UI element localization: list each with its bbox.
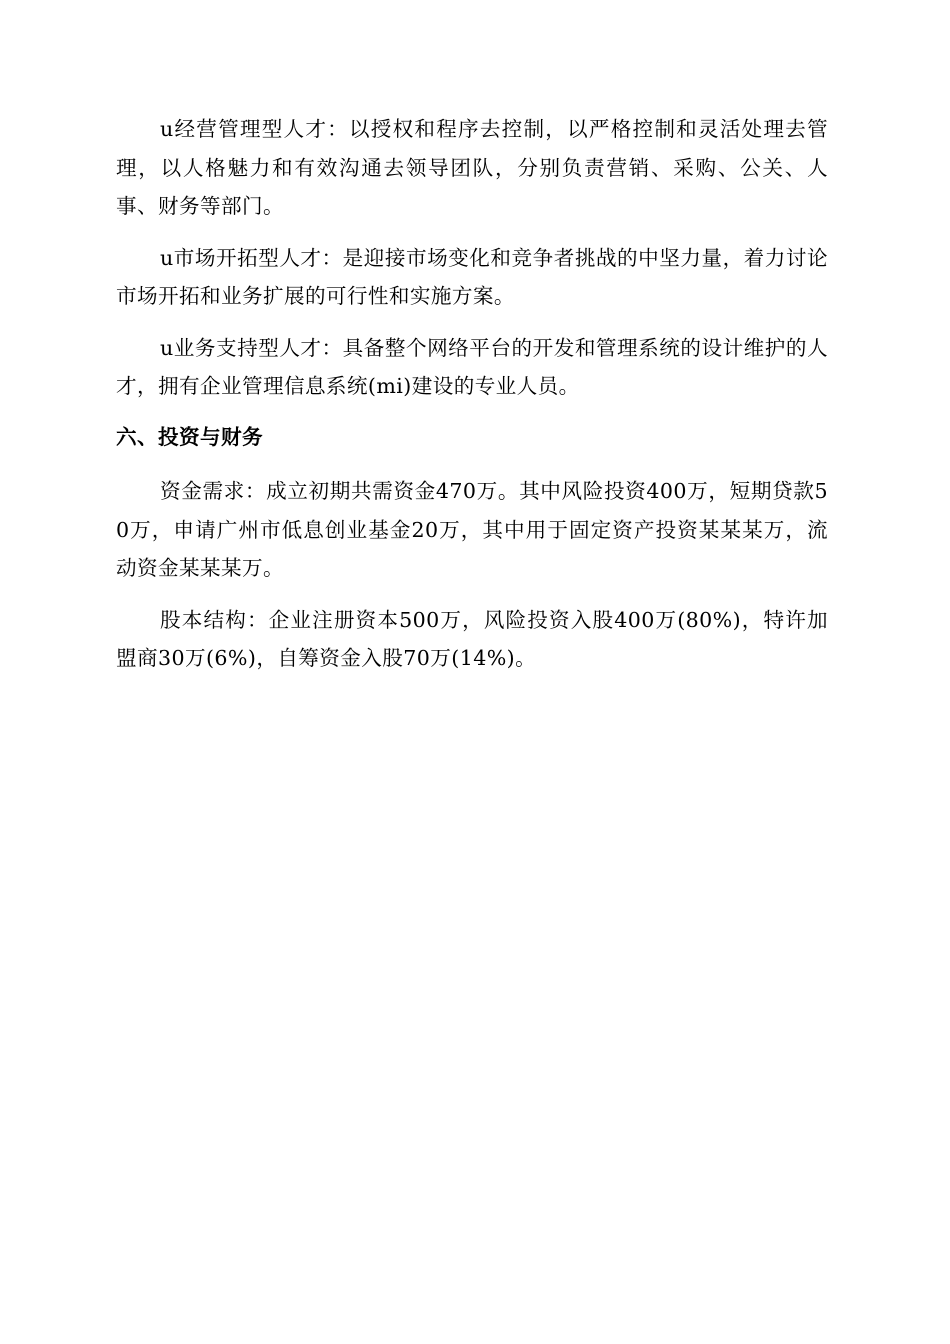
paragraph-equity-structure: 股本结构：企业注册资本500万，风险投资入股400万(80%)，特许加盟商30万(6%)，自筹资金入股70万(14%)。 [116, 607, 828, 670]
document-page [116, 110, 828, 678]
paragraph-funding-requirement: 资金需求：成立初期共需资金470万。其中风险投资400万，短期贷款50万，申请广州市低息创业基金20万，其中用于固定资产投资某某某万，流动资金某某某万。 [116, 479, 828, 580]
section-heading-investment-finance: 六、投资与财务 [116, 424, 263, 449]
paragraph-management-talent: u经营管理型人才：以授权和程序去控制，以严格控制和灵活处理去管理，以人格魅力和有效沟通去领导团队，分别负责营销、采购、公关、人事、财务等部门。 [116, 117, 828, 218]
paragraph-support-talent: u业务支持型人才：具备整个网络平台的开发和管理系统的设计维护的人才，拥有企业管理信息系统(mi)建设的专业人员。 [116, 335, 828, 398]
paragraph-market-talent: u市场开拓型人才：是迎接市场变化和竞争者挑战的中坚力量，着力讨论市场开拓和业务扩展的可行性和实施方案。 [116, 245, 828, 308]
